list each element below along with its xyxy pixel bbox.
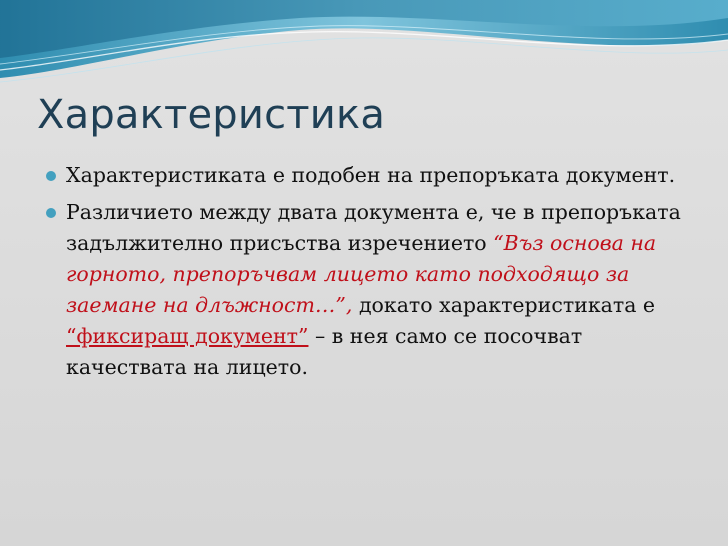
underlined-phrase: “фиксиращ документ” (66, 324, 309, 348)
slide-title: Характеристика (37, 92, 386, 138)
bullet-dot-icon (46, 208, 56, 218)
bullet-dot-icon (46, 171, 56, 181)
bullet-text: Характеристиката е подобен на препоръката документ. (66, 163, 676, 187)
header-wave-decoration (0, 0, 728, 90)
bullet-text: Различието между двата документа е, че в препоръката задължително присъства изречението (66, 200, 681, 255)
quoted-phrase: “Въз основа на горното, препоръчвам лицето като подходящо за заемане на длъжност…”, (66, 231, 657, 317)
bullet-list (44, 160, 704, 389)
bullet-text: докато характеристиката е (352, 293, 656, 317)
bullet-item (44, 197, 704, 383)
bullet-item (44, 160, 704, 191)
bullet-text: – в нея само се посочват качествата на лицето. (66, 324, 583, 379)
